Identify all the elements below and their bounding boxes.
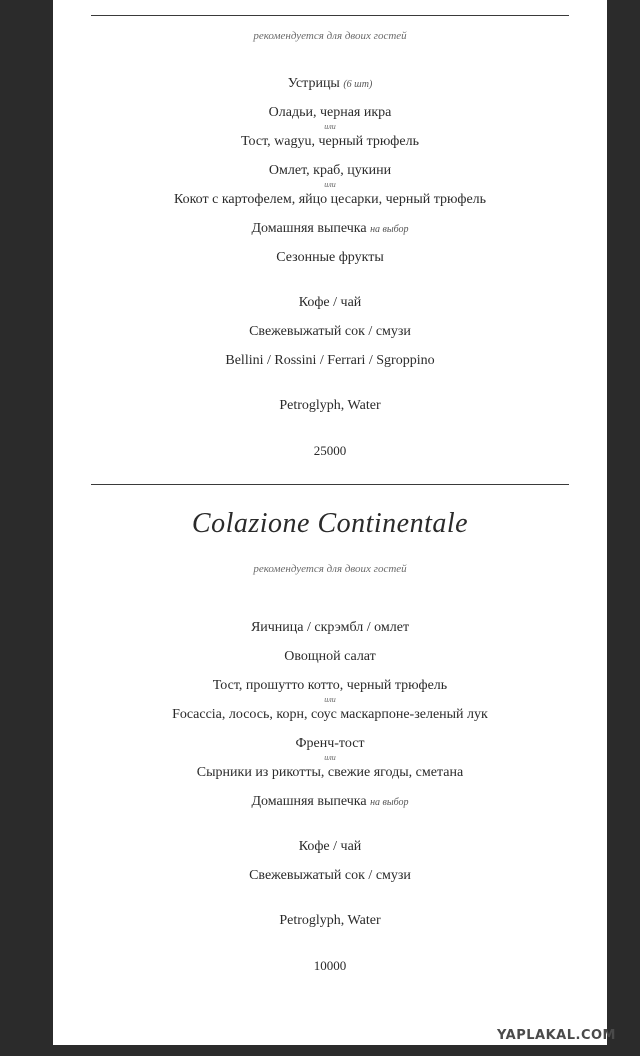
site-watermark: YAPLAKAL.COM	[497, 1028, 616, 1043]
menu-item: Свежевыжатый сок / смузи	[249, 868, 411, 883]
menu-item: Petroglyph, Water	[279, 398, 381, 413]
menu-item-text: Домашняя выпечка	[251, 794, 367, 809]
menu-item: Тост, прошутто котто, черный трюфель	[212, 678, 448, 693]
or-separator: или	[324, 695, 336, 704]
menu-item-text: Домашняя выпечка	[251, 221, 367, 236]
menu-price: 10000	[313, 958, 347, 973]
menu-item: Кофе / чай	[298, 295, 362, 310]
menu-item	[53, 794, 607, 811]
divider	[91, 15, 569, 16]
divider	[91, 484, 569, 485]
menu-item: Свежевыжатый сок / смузи	[249, 324, 411, 339]
menu-page	[53, 0, 607, 1045]
menu-item-note: на выбор	[370, 224, 409, 235]
menu-item: Френч-тост	[295, 736, 365, 751]
menu-item: Сырники из рикотты, свежие ягоды, сметана	[196, 765, 464, 780]
or-separator: или	[324, 753, 336, 762]
menu-price: 25000	[313, 443, 347, 458]
menu-item	[53, 76, 607, 93]
or-separator: или	[324, 180, 336, 189]
menu-item: Кофе / чай	[298, 839, 362, 854]
menu-item: Кокот с картофелем, яйцо цесарки, черный трюфель	[173, 192, 487, 207]
menu-item: Овощной салат	[284, 649, 376, 664]
menu-item: Омлет, краб, цукини	[268, 163, 392, 178]
menu-item: Focaccia, лосось, корн, соус маскарпоне-зеленый лук	[172, 707, 488, 722]
menu-title: Colazione Continentale	[191, 508, 469, 539]
menu-item: Bellini / Rossini / Ferrari / Sgroppino	[225, 353, 435, 368]
menu-item: Яичница / скрэмбл / омлет	[250, 620, 410, 635]
menu-subtitle: рекомендуется для двоих гостей	[253, 563, 407, 575]
or-separator: или	[324, 122, 336, 131]
menu-item-note: на выбор	[370, 797, 409, 808]
menu-item: Тост, wagyu, черный трюфель	[241, 134, 419, 149]
menu-title-cut	[53, 0, 607, 10]
menu-item: Petroglyph, Water	[279, 913, 381, 928]
menu-item-note: (6 шт)	[343, 79, 373, 90]
menu-item-text: Устрицы	[287, 76, 340, 91]
menu-item: Оладьи, черная икра	[268, 105, 392, 120]
menu-item: Сезонные фрукты	[276, 250, 384, 265]
menu-item	[53, 221, 607, 238]
menu-subtitle: рекомендуется для двоих гостей	[253, 30, 407, 42]
